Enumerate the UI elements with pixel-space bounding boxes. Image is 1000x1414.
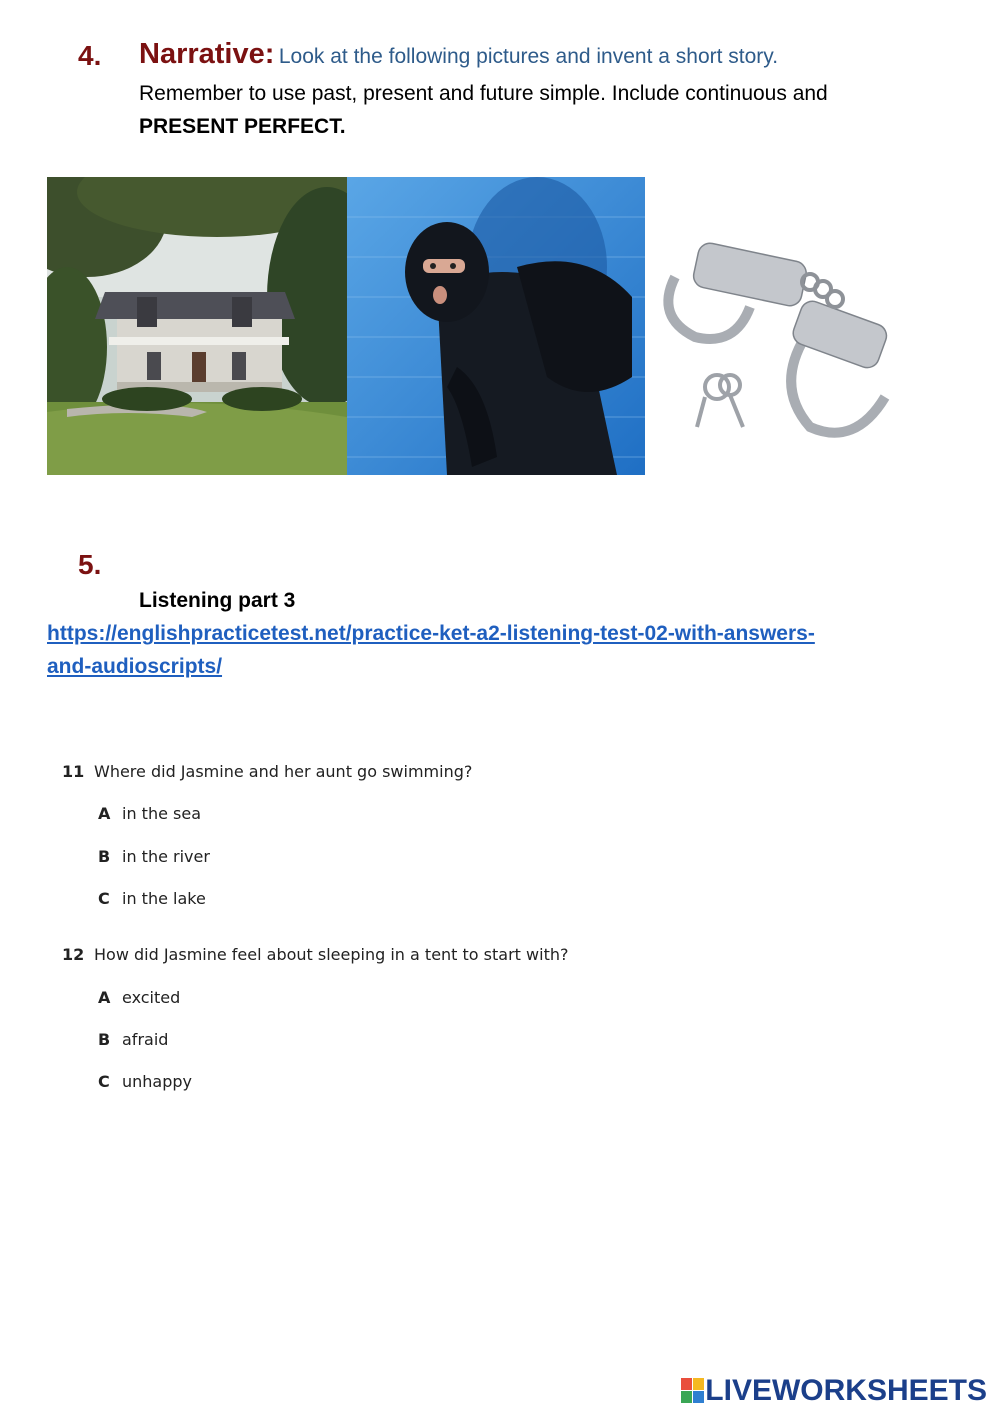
- question-11-option-c[interactable]: [98, 889, 206, 908]
- question-12: [62, 945, 568, 964]
- liveworksheets-logo-icon: [681, 1378, 705, 1404]
- section-4-heading: [139, 38, 778, 71]
- burglar-image: [347, 177, 645, 475]
- option-text: in the sea: [122, 804, 201, 823]
- option-letter: C: [98, 889, 110, 908]
- handcuffs-picture: [645, 177, 902, 475]
- option-letter: B: [98, 847, 111, 866]
- section-5-number: 5.: [78, 549, 102, 580]
- section-4-number: 4.: [78, 40, 102, 71]
- question-number: 12: [62, 945, 85, 964]
- section-4-title: Narrative:: [139, 38, 275, 70]
- house-picture: [47, 177, 347, 475]
- option-letter: C: [98, 1072, 110, 1091]
- question-text: How did Jasmine feel about sleeping in a tent to start with?: [94, 945, 569, 964]
- question-12-option-c[interactable]: [98, 1072, 192, 1091]
- house-image: [47, 177, 347, 475]
- liveworksheets-logo[interactable]: [681, 1374, 987, 1408]
- option-letter: B: [98, 1030, 111, 1049]
- section-5-title: Listening part 3: [139, 589, 296, 612]
- question-number: 11: [62, 762, 85, 781]
- option-text: afraid: [122, 1030, 169, 1049]
- listening-link[interactable]: [47, 617, 815, 683]
- section-4-line-2: PRESENT PERFECT.: [139, 115, 346, 138]
- story-pictures: [47, 177, 902, 475]
- option-letter: A: [98, 988, 111, 1007]
- section-4-instruction: Look at the following pictures and invent a short story.: [278, 45, 779, 68]
- option-text: in the lake: [122, 889, 206, 908]
- handcuffs-image: [645, 177, 902, 475]
- option-text: excited: [122, 988, 181, 1007]
- listening-link-line-2[interactable]: and-audioscripts/: [47, 655, 223, 678]
- option-letter: A: [98, 804, 111, 823]
- option-text: in the river: [122, 847, 210, 866]
- question-text: Where did Jasmine and her aunt go swimming?: [94, 762, 473, 781]
- question-11: [62, 762, 472, 781]
- option-text: unhappy: [122, 1072, 193, 1091]
- question-12-option-a[interactable]: [98, 988, 180, 1007]
- question-12-option-b[interactable]: [98, 1030, 168, 1049]
- burglar-picture: [347, 177, 645, 475]
- section-4-line-1: Remember to use past, present and future simple. Include continuous and: [139, 82, 828, 105]
- question-11-option-b[interactable]: [98, 847, 210, 866]
- question-11-option-a[interactable]: [98, 804, 201, 823]
- listening-link-line-1[interactable]: https://englishpracticetest.net/practice-ket-a2-listening-test-02-with-answers-: [47, 622, 815, 645]
- liveworksheets-logo-text: LIVEWORKSHEETS: [705, 1374, 987, 1407]
